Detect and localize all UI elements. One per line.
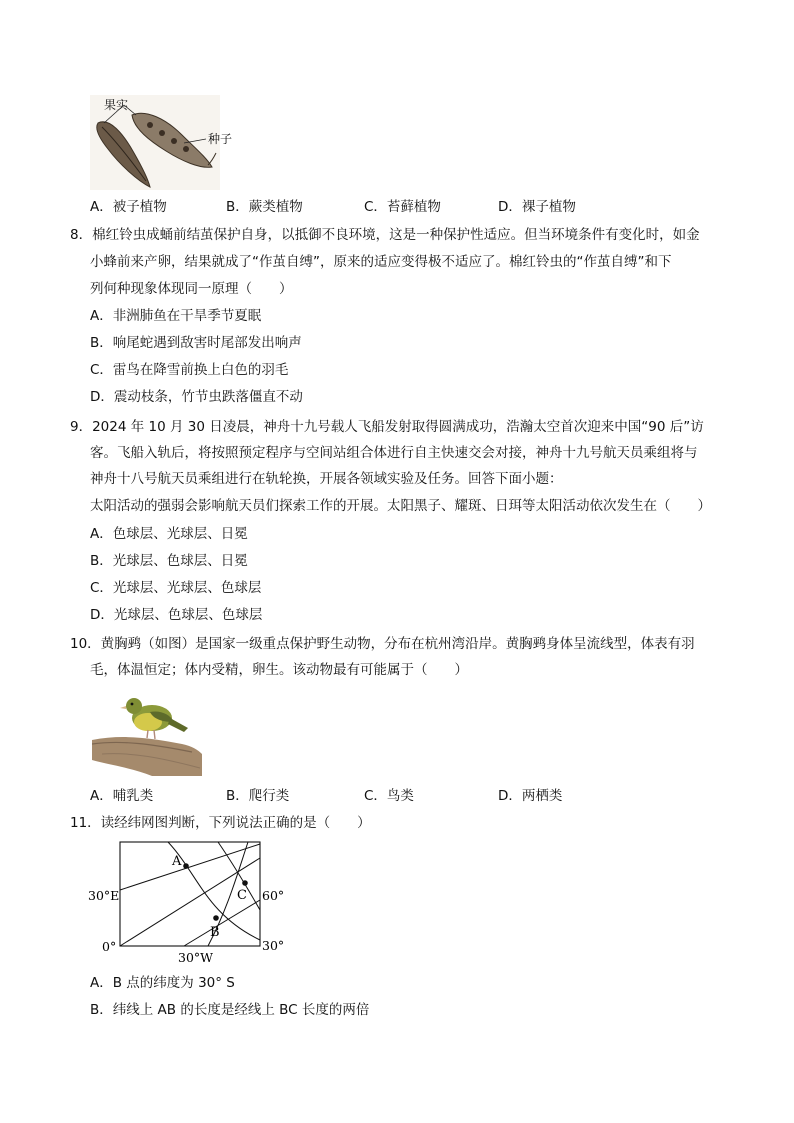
label-right-mid: 60° [262,888,285,903]
bird-on-branch-image [92,688,202,776]
q8-option-a: A．非洲肺鱼在干旱季节夏眠 [90,308,262,324]
q10-stem-line-2: 毛，体温恒定；体内受精，卵生。该动物最有可能属于（ ） [90,662,468,678]
q10-option-d: D．两栖类 [498,788,563,804]
label-bottom-mid: 30°W [178,950,214,965]
q9-stem-line-3: 神舟十八号航天员乘组进行在轨轮换，开展各领域实验及任务。回答下面小题： [90,471,563,487]
label-seed: 种子 [208,132,233,146]
point-c-dot [242,880,248,886]
point-a-dot [183,863,189,869]
q9-option-a: A．色球层、光球层、日冕 [90,526,248,542]
q7-option-d: D．裸子植物 [498,199,576,215]
q9-stem-line-1: 9．2024 年 10 月 30 日凌晨，神舟十九号载人飞船发射取得圆满成功，浩瀚太空首次迎来中国“90 后”访 [70,419,704,435]
label-left-bottom: 0° [102,939,117,954]
q10-stem-line-1: 10．黄胸鹀（如图）是国家一级重点保护野生动物，分布在杭州湾沿岸。黄胸鹀身体呈流线型，体表有羽 [70,636,695,652]
q9-option-c: C．光球层、光球层、色球层 [90,580,262,596]
q7-option-c: C．苔藓植物 [364,199,441,215]
q8-option-b: B．响尾蛇遇到敌害时尾部发出响声 [90,335,302,351]
q9-stem-line-4: 太阳活动的强弱会影响航天员们探索工作的开展。太阳黑子、耀斑、日珥等太阳活动依次发生在（ ） [90,498,711,514]
grid-line-1 [120,844,260,890]
q8-option-c: C．雷鸟在降雪前换上白色的羽毛 [90,362,289,378]
q11-stem: 11．读经纬网图判断，下列说法正确的是（ ） [70,815,371,831]
q7-option-b: B．蕨类植物 [226,199,303,215]
q9-option-d: D．光球层、色球层、色球层 [90,607,263,623]
label-point-c: C [237,888,247,903]
label-point-b: B [210,925,220,940]
grid-line-3 [184,900,260,946]
q10-option-b: B．爬行类 [226,788,290,804]
q8-stem-line-2: 小蜂前来产卵，结果就成了“作茧自缚”，原来的适应变得极不适应了。棉红铃虫的“作茧自缚”和下 [90,254,672,270]
q9-option-b: B．光球层、色球层、日冕 [90,553,248,569]
q10-option-c: C．鸟类 [364,788,414,804]
graticule-map [88,838,298,966]
q7-option-a: A．被子植物 [90,199,167,215]
q10-option-a: A．哺乳类 [90,788,154,804]
label-right-bottom: 30° [262,938,285,953]
label-left-mid: 30°E [88,888,120,903]
q8-stem-line-3: 列何种现象体现同一原理（ ） [90,281,293,297]
q8-option-d: D．震动枝条，竹节虫跌落僵直不动 [90,389,303,405]
q11-option-a: A．B 点的纬度为 30° S [90,975,235,991]
bird-figure [92,688,202,776]
label-point-a: A [172,854,182,869]
q9-stem-line-2: 客。飞船入轨后，将按照预定程序与空间站组合体进行自主快速交会对接，神舟十九号航天员乘组将与 [90,445,698,461]
q8-stem-line-1: 8．棉红铃虫成蛹前结茧保护自身，以抵御不良环境，这是一种保护性适应。但当环境条件有变化时，如金 [70,227,700,243]
point-b-dot [213,915,219,921]
label-fruit: 果实 [104,98,129,112]
q11-option-b: B．纬线上 AB 的长度是经线上 BC 长度的两倍 [90,1002,370,1018]
